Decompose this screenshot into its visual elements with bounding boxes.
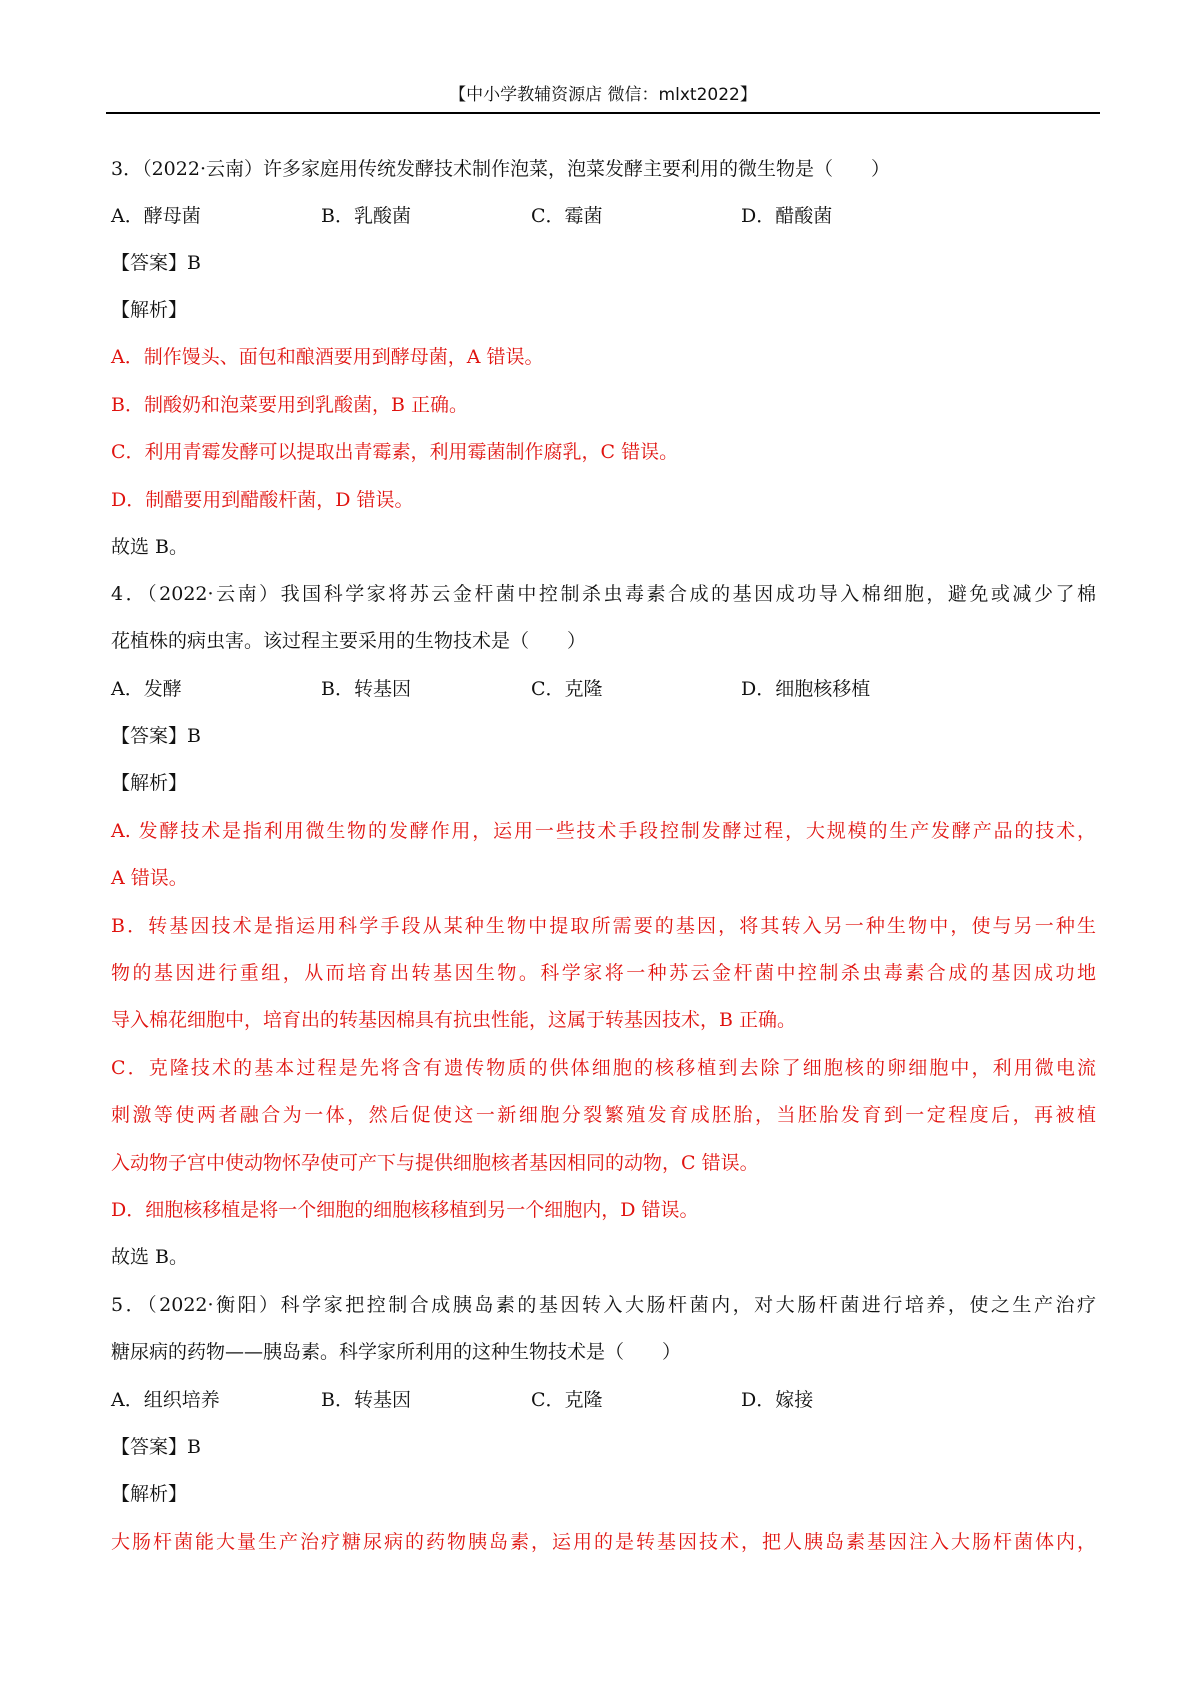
question-3-conclusion: 故选 B。 [111,536,189,558]
question-3-analysis-line: D．制醋要用到醋酸杆菌，D 错误。 [111,489,414,511]
question-3-stem: 3．（2022·云南）许多家庭用传统发酵技术制作泡菜，泡菜发酵主要利用的微生物是（ ） [111,158,890,180]
option-c: C．克隆 [531,678,603,700]
question-3-analysis-label: 【解析】 [111,299,188,321]
question-4-analysis-label: 【解析】 [111,772,188,794]
question-5-stem-line: 5．（2022·衡阳）科学家把控制合成胰岛素的基因转入大肠杆菌内，对大肠杆菌进行培养，使之生产治疗 [111,1294,1096,1316]
question-3-analysis-line: C．利用青霉发酵可以提取出青霉素，利用霉菌制作腐乳，C 错误。 [111,441,679,463]
question-4-analysis-line: 导入棉花细胞中，培育出的转基因棉具有抗虫性能，这属于转基因技术，B 正确。 [111,1009,797,1031]
option-a: A．组织培养 [111,1389,220,1411]
option-b: B．转基因 [321,678,411,700]
option-a: A．发酵 [111,678,182,700]
question-4-stem-line: 4．（2022·云南）我国科学家将苏云金杆菌中控制杀虫毒素合成的基因成功导入棉细胞，避免或减少了棉 [111,583,1096,605]
option-d: D．醋酸菌 [741,205,833,227]
option-b: B．乳酸菌 [321,205,411,227]
question-5-analysis-line: 大肠杆菌能大量生产治疗糖尿病的药物胰岛素，运用的是转基因技术，把人胰岛素基因注入大肠杆菌体内， [111,1531,1096,1553]
question-5-stem-line: 糖尿病的药物——胰岛素。科学家所利用的这种生物技术是（ ） [111,1341,682,1363]
page-header: 【中小学教辅资源店 微信：mlxt2022】 [106,84,1100,114]
question-4-analysis-line: 物的基因进行重组，从而培育出转基因生物。科学家将一种苏云金杆菌中控制杀虫毒素合成的基因成功地 [111,962,1096,984]
question-3-answer: 【答案】B [111,252,201,274]
question-5-analysis-label: 【解析】 [111,1483,188,1505]
question-4-analysis-line: C．克隆技术的基本过程是先将含有遗传物质的供体细胞的核移植到去除了细胞核的卵细胞中，利用微电流 [111,1057,1096,1079]
question-4-options [111,676,951,702]
option-a: A．酵母菌 [111,205,201,227]
question-3-analysis-line: B．制酸奶和泡菜要用到乳酸菌，B 正确。 [111,394,468,416]
question-4-answer: 【答案】B [111,725,201,747]
question-3-analysis-line: A．制作馒头、面包和酿酒要用到酵母菌，A 错误。 [111,346,544,368]
question-3-options [111,203,951,229]
question-5-answer: 【答案】B [111,1436,201,1458]
option-c: C．克隆 [531,1389,603,1411]
question-4-conclusion: 故选 B。 [111,1246,189,1268]
question-4-analysis-line: 入动物子宫中使动物怀孕使可产下与提供细胞核者基因相同的动物，C 错误。 [111,1152,759,1174]
option-c: C．霉菌 [531,205,603,227]
question-5-options [111,1387,951,1413]
option-b: B．转基因 [321,1389,411,1411]
question-4-analysis-line: B．转基因技术是指运用科学手段从某种生物中提取所需要的基因，将其转入另一种生物中，使与另一种生 [111,915,1096,937]
option-d: D．细胞核移植 [741,678,871,700]
question-4-analysis-line: A 错误。 [111,867,188,889]
question-4-stem-line: 花植株的病虫害。该过程主要采用的生物技术是（ ） [111,630,587,652]
question-4-analysis-line: 刺激等使两者融合为一体，然后促使这一新细胞分裂繁殖发育成胚胎，当胚胎发育到一定程度后，再被植 [111,1104,1096,1126]
question-4-analysis-line: D．细胞核移植是将一个细胞的细胞核移植到另一个细胞内，D 错误。 [111,1199,699,1221]
option-d: D．嫁接 [741,1389,814,1411]
question-4-analysis-line: A. 发酵技术是指利用微生物的发酵作用，运用一些技术手段控制发酵过程，大规模的生产发酵产品的技术， [111,820,1096,842]
